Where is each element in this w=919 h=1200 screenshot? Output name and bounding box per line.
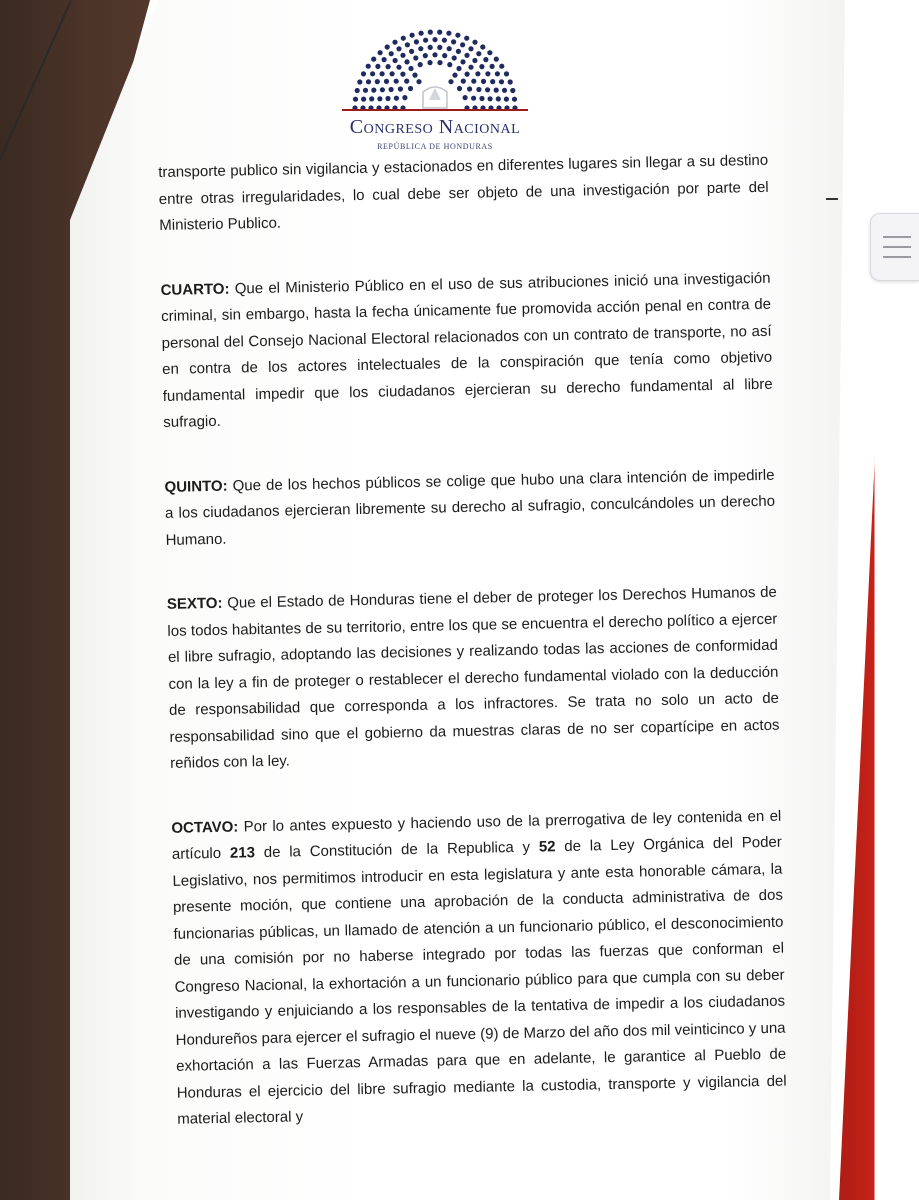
article-number: 213 <box>229 844 256 862</box>
seat-dot <box>480 44 485 49</box>
seat-dot <box>465 72 470 77</box>
seat-dot <box>437 30 442 35</box>
seat-dot <box>400 53 405 58</box>
seat-dot <box>386 64 391 69</box>
quinto-label: QUINTO: <box>164 477 228 496</box>
congress-logo <box>330 12 540 162</box>
seat-dot <box>504 71 509 76</box>
seat-dot <box>370 71 375 76</box>
seat-dot <box>475 71 480 76</box>
seat-dot <box>369 96 374 101</box>
seat-dot <box>479 96 484 101</box>
seat-dot <box>405 42 410 47</box>
seat-dot <box>363 88 368 93</box>
seat-dot <box>508 79 513 84</box>
coat-of-arms-icon <box>423 87 447 108</box>
seat-dot <box>394 96 399 101</box>
seat-dot <box>490 79 495 84</box>
seat-dot <box>398 86 403 91</box>
seat-dot <box>396 46 401 51</box>
seat-dot <box>471 96 476 101</box>
seat-dot <box>510 88 515 93</box>
seat-dot <box>380 71 385 76</box>
seat-dot <box>432 52 437 57</box>
seat-dot <box>442 53 447 58</box>
seat-dot <box>428 45 433 50</box>
seat-dot <box>361 97 366 102</box>
seat-dot <box>410 33 415 38</box>
seat-dot <box>414 39 419 44</box>
seat-dot <box>499 64 504 69</box>
seat-dot <box>456 66 461 71</box>
seat-dot <box>404 79 409 84</box>
seat-dot <box>409 49 414 54</box>
menu-handle-icon[interactable] <box>870 213 919 281</box>
seat-dot <box>408 66 413 71</box>
seat-dot <box>412 73 417 78</box>
seat-dot <box>471 79 476 84</box>
seat-dot <box>487 50 492 55</box>
seat-dot <box>490 64 495 69</box>
seat-dot <box>452 55 457 60</box>
seat-dot <box>404 59 409 64</box>
seat-dot <box>375 79 380 84</box>
margin-mark <box>826 198 838 200</box>
seat-dot <box>418 62 423 67</box>
seat-dot <box>495 71 500 76</box>
seat-dot <box>408 86 413 91</box>
seat-dot <box>455 33 460 38</box>
seat-dot <box>451 39 456 44</box>
seat-dot <box>418 46 423 51</box>
seat-dot <box>461 79 466 84</box>
seat-dot <box>361 71 366 76</box>
seat-dot <box>488 96 493 101</box>
seat-dot <box>357 79 362 84</box>
seat-dot <box>385 96 390 101</box>
seat-dot <box>485 87 490 92</box>
seat-dot <box>390 71 395 76</box>
seat-dot <box>413 55 418 60</box>
seat-dot <box>389 87 394 92</box>
seat-dot <box>353 97 358 102</box>
seat-dot <box>485 71 490 76</box>
seat-dot <box>419 31 424 36</box>
seat-dot <box>393 58 398 63</box>
seat-dot <box>375 64 380 69</box>
seat-dot <box>371 57 376 62</box>
seat-dot <box>394 79 399 84</box>
seat-dot <box>428 30 433 35</box>
seat-dot <box>437 45 442 50</box>
seat-dot <box>384 79 389 84</box>
seat-dot <box>456 49 461 54</box>
seat-dot <box>396 65 401 70</box>
seat-dot <box>392 40 397 45</box>
paragraph-intro: transporte publico sin vigilancia y estacionados en diferentes lugares sin llegar a su destino entre otras irregularidades, lo cual debe ser objeto de una investigación por parte del Ministerio Publico. <box>158 151 769 234</box>
seat-dot <box>366 79 371 84</box>
seat-dot <box>464 53 469 58</box>
document-body <box>158 148 787 1134</box>
seat-dot <box>380 87 385 92</box>
letterhead-subtitle: REPÚBLICA DE HONDURAS <box>377 142 493 151</box>
seat-dot <box>355 88 360 93</box>
seat-dot <box>423 38 428 43</box>
seat-dot <box>468 46 473 51</box>
seat-dot <box>447 62 452 67</box>
octavo-label: OCTAVO: <box>171 818 239 837</box>
seat-dot <box>481 79 486 84</box>
paragraph-sexto: SEXTO: Que el Estado de Honduras tiene el deber de proteger los Derechos Humanos de los todos habitantes de su territorio, entre los que se encuentra el derecho político a ejercer el libre sufragio, adoptando las decisiones y realizando todas las acciones de conformidad con la ley a fin de proteger o restablecer el derecho fundamental violado con la deducción de responsabilidad que corresponda a los infractores. Se trata no solo un acto de responsabilidad sino que el gobierno da muestras claras de no ser copartícipe en actos reñidos con la ley. <box>166 583 780 772</box>
seat-dot <box>432 37 437 42</box>
paragraph-octavo: OCTAVO: Por lo antes expuesto y haciendo uso de la prerrogativa de ley contenida en el artículo 213 de la Constitución de la Republica y 52 de la Ley Orgánica del Poder Legislativo, nos permitimos introducir en esta legislatura y ante esta honorable cámara, la presente moción, que contiene una aprobación de la conducta administrativa de dos funcionarias públicas, un llamado de atención a un funcionario público, el desconocimiento de una comisión por no haberse integrado por todas las fuerzas que conforman el Congreso Nacional, la exhortación a un funcionario público para que cumpla con su deber investigando y enjuiciando a los responsables de la tentativa de impedir a los ciudadanos Hondureños para ejercer el sufragio el nueve (9) de Marzo del año dos mil veinticinco y una exhortación a las Fuerzas Armadas para que en adelante, le garantice al Pueblo de Honduras el ejercicio del libre sufragio mediante la custodia, transporte y vigilancia del material electoral y <box>171 807 787 1128</box>
seat-dot <box>402 95 407 100</box>
seat-dot <box>378 50 383 55</box>
seat-dot <box>496 96 501 101</box>
seat-dot <box>385 44 390 49</box>
seat-dot <box>460 59 465 64</box>
seat-dot <box>423 53 428 58</box>
seat-dot <box>494 88 499 93</box>
seat-dot <box>457 86 462 91</box>
seat-dot <box>479 64 484 69</box>
sexto-label: SEXTO: <box>166 594 223 613</box>
seat-dot <box>382 57 387 62</box>
paragraph-quinto: QUINTO: Que de los hechos públicos se colige que hubo una clara intención de impedirle a los ciudadanos ejercieran libremente su derecho al sufragio, conculcándoles un derecho Humano. <box>164 466 776 549</box>
seat-dot <box>512 97 517 102</box>
seat-dot <box>448 79 453 84</box>
seat-dot <box>504 97 509 102</box>
seat-dot <box>427 60 432 65</box>
letterhead-title: Congreso Nacional <box>349 116 521 138</box>
seat-dot <box>389 51 394 56</box>
seat-dot <box>467 86 472 91</box>
seat-dot <box>371 88 376 93</box>
seat-dot <box>494 57 499 62</box>
seat-dot <box>401 36 406 41</box>
seat-dot <box>416 79 421 84</box>
seat-dot <box>499 79 504 84</box>
seat-dot <box>446 31 451 36</box>
seat-dot <box>437 60 442 65</box>
seat-dot <box>460 42 465 47</box>
seat-dot <box>447 46 452 51</box>
law-article-number: 52 <box>538 838 556 856</box>
seat-dot <box>442 38 447 43</box>
seat-dot <box>472 40 477 45</box>
cuarto-label: CUARTO: <box>160 280 230 299</box>
seat-dot <box>476 87 481 92</box>
seat-dot <box>452 73 457 78</box>
seat-dot <box>464 36 469 41</box>
seat-dot <box>377 96 382 101</box>
seat-dot <box>463 95 468 100</box>
seat-dot <box>472 58 477 63</box>
paragraph-cuarto: CUARTO: Que el Ministerio Público en el uso de sus atribuciones inició una investigación criminal, sin embargo, hasta la fecha únicamente fue promovida acción penal en contra de personal del Consejo Nacional Electoral relacionados con un contrato de transporte, no así en contra de los actores intelectuales de la conspiración que tenía como objetivo fundamental impedir que los ciudadanos ejercieran su derecho fundamental al libre sufragio. <box>160 269 773 431</box>
seat-dot <box>468 65 473 70</box>
seat-dot <box>483 57 488 62</box>
seat-dot <box>400 72 405 77</box>
seat-dot <box>366 64 371 69</box>
seat-dot <box>476 51 481 56</box>
seat-dot <box>502 88 507 93</box>
